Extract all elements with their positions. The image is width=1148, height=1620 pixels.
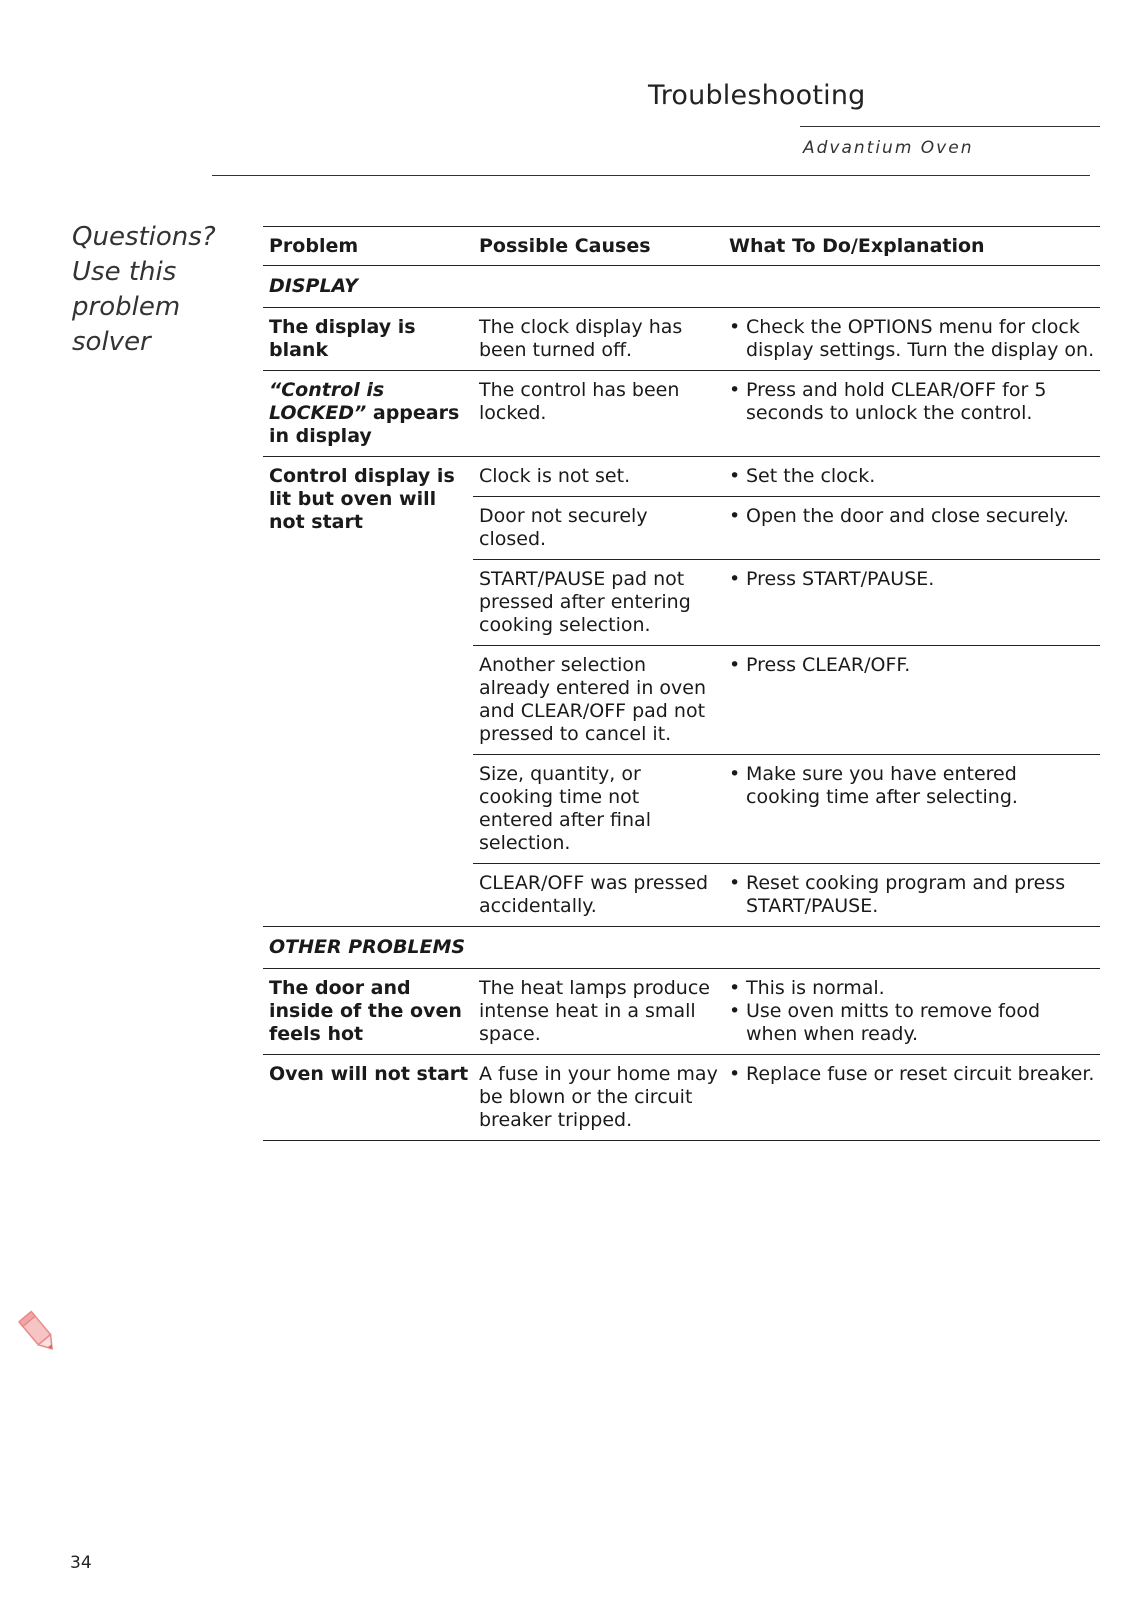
cause-cell: START/PAUSE pad not pressed after entering cooking selection.	[473, 560, 723, 646]
column-header-explanation: What To Do/Explanation	[729, 235, 985, 257]
side-heading-line: problem	[72, 292, 181, 322]
side-heading-line: Use this	[72, 257, 177, 287]
page-number: 34	[70, 1553, 92, 1573]
action-cell	[723, 371, 1100, 457]
section-title-display: DISPLAY	[269, 275, 358, 297]
action-item: • Make sure you have entered cooking time after selecting.	[729, 763, 1096, 809]
problem-label: appears in display	[269, 402, 460, 447]
action-cell	[723, 1055, 1100, 1141]
table-row	[263, 1055, 1100, 1141]
action-cell	[723, 864, 1100, 927]
table-header-row	[263, 227, 1100, 266]
cause-cell: Another selection already entered in oven and CLEAR/OFF pad not pressed to cancel it.	[473, 646, 723, 755]
section-title-other: OTHER PROBLEMS	[269, 936, 466, 958]
action-cell	[723, 457, 1100, 497]
problem-cell: Oven will not start	[263, 1055, 473, 1141]
action-cell	[723, 308, 1100, 371]
side-heading	[72, 220, 242, 360]
action-cell	[723, 646, 1100, 755]
column-header-causes: Possible Causes	[479, 235, 651, 257]
problem-label-italic: “Control is LOCKED”	[269, 379, 385, 424]
action-item: • Press CLEAR/OFF.	[729, 654, 1096, 677]
table-row	[263, 371, 1100, 457]
action-item: • This is normal.	[729, 977, 1096, 1000]
table-row	[263, 457, 1100, 497]
action-item: • Check the OPTIONS menu for clock display settings. Turn the display on.	[729, 316, 1096, 362]
cause-cell: Size, quantity, or cooking time not entered after final selection.	[473, 755, 723, 864]
action-cell	[723, 969, 1100, 1055]
action-item: • Reset cooking program and press START/PAUSE.	[729, 872, 1096, 918]
side-heading-line: Questions?	[72, 222, 216, 252]
problem-cell: The door and inside of the oven feels hot	[263, 969, 473, 1055]
cause-cell: The control has been locked.	[479, 379, 680, 424]
side-heading-line: solver	[72, 327, 151, 357]
problem-cell	[263, 371, 473, 457]
action-item: • Set the clock.	[729, 465, 1096, 488]
section-row-other	[263, 927, 1100, 969]
header-rule	[212, 175, 1090, 176]
action-item: • Replace fuse or reset circuit breaker.	[729, 1063, 1096, 1086]
cause-cell: Clock is not set.	[473, 457, 723, 497]
problem-cell: Control display is lit but oven will not start	[263, 457, 473, 927]
cause-cell: A fuse in your home may be blown or the circuit breaker tripped.	[479, 1063, 718, 1131]
action-item: • Press START/PAUSE.	[729, 568, 1096, 591]
action-cell	[723, 560, 1100, 646]
action-item: • Press and hold CLEAR/OFF for 5 seconds to unlock the control.	[729, 379, 1096, 425]
section-row-display	[263, 266, 1100, 308]
page-subtitle: Advantium Oven	[803, 138, 974, 158]
pencil-icon[interactable]	[16, 1308, 60, 1356]
page-title: Troubleshooting	[648, 80, 866, 111]
action-cell	[723, 497, 1100, 560]
problem-cell: The display is blank	[263, 308, 473, 371]
action-cell	[723, 755, 1100, 864]
cause-cell: The heat lamps produce intense heat in a small space.	[479, 977, 710, 1045]
column-header-problem: Problem	[269, 235, 359, 257]
cause-cell: Door not securely closed.	[473, 497, 723, 560]
action-item: • Open the door and close securely.	[729, 505, 1096, 528]
troubleshooting-table	[263, 226, 1100, 1141]
cause-cell: CLEAR/OFF was pressed accidentally.	[479, 872, 709, 917]
title-rule	[800, 126, 1100, 127]
table-row	[263, 969, 1100, 1055]
action-item: • Use oven mitts to remove food when when ready.	[729, 1000, 1096, 1046]
table-row	[263, 308, 1100, 371]
cause-cell: The clock display has been turned off.	[479, 316, 683, 361]
